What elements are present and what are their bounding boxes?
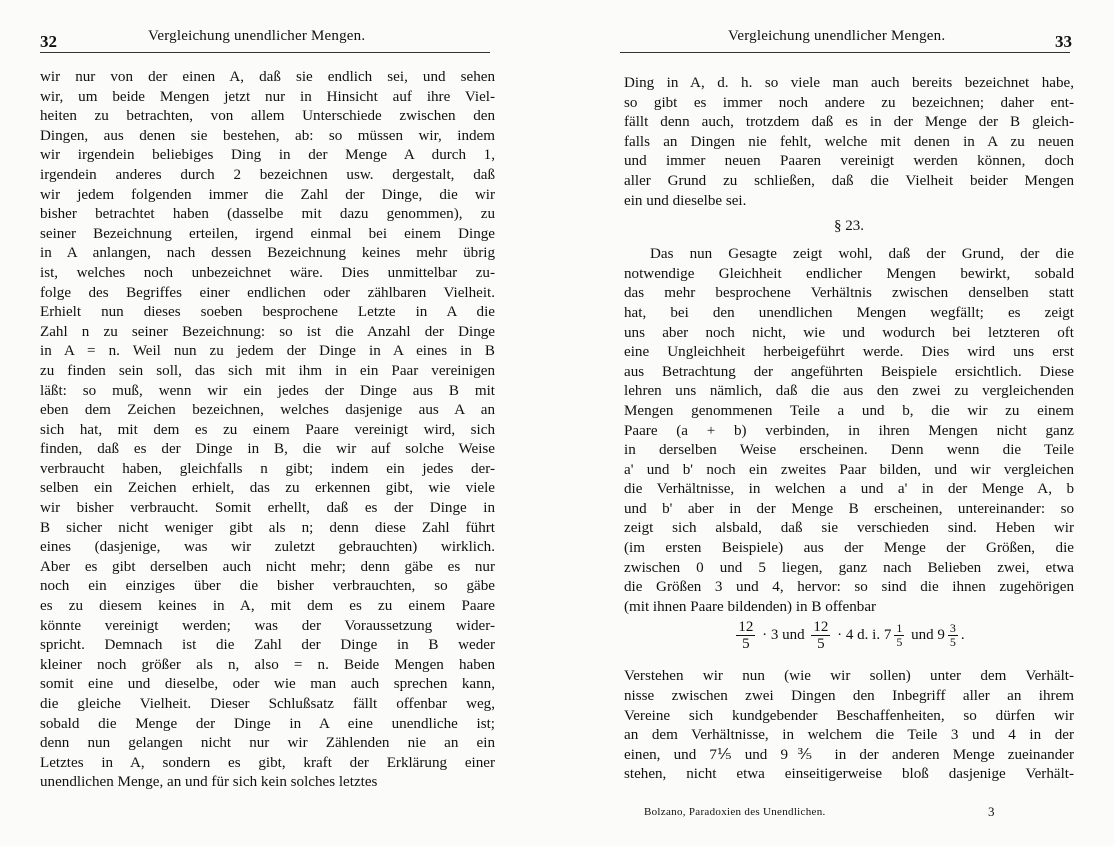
text-line: wir, um beide Mengen jetzt nur in Hinsicht auf ihre Viel- xyxy=(40,88,495,105)
text-line: es zu diesem keines in A, mit dem es zu einem Paare xyxy=(40,598,495,615)
text-line: a' und b' noch ein zweites Paar bilden, und wir vergleichen xyxy=(624,461,1074,478)
text-line: so gibt es immer noch andere zu bezeichnen; daher ent- xyxy=(624,94,1074,111)
text-line: und b' aber in der Menge B erscheinen, untereinander: so xyxy=(624,500,1074,517)
text-line: die gleiche Vielheit. Dieser Schlußsatz fällt offenbar weg, xyxy=(40,696,495,712)
text-line: wir irgendein beliebiges Ding in der Menge A durch 1, xyxy=(40,147,495,164)
text-line: folge des Begriffes einer endlichen oder zählbaren Vielheit. xyxy=(40,284,495,301)
text-line: das mehr besprochene Verhältnis zwischen denselben statt xyxy=(624,285,1074,302)
text-line: Ding in A, d. h. so viele man auch bereits bezeichnet habe, xyxy=(624,75,1074,91)
text-line: eines (dasjenige, was wir zuletzt gebrauchten) wirklich. xyxy=(40,539,495,556)
text-line: wir nur von der einen A, daß sie endlich sei, und sehen xyxy=(40,69,495,85)
text-line: Erhielt nun dieses soeben besprochene Letzte in A die xyxy=(40,304,495,321)
text-line: (im ersten Beispiele) aus der Menge der Größen, die xyxy=(624,540,1074,557)
text-line: Letztes in A, sondern es gibt, kraft der Erklärung einer xyxy=(40,754,495,771)
text-line: notwendige Gleichheit endlicher Mengen bewirkt, sobald xyxy=(624,265,1074,282)
footer-text: Bolzano, Paradoxien des Unendlichen. xyxy=(644,806,826,818)
left-body-text xyxy=(40,68,495,793)
right-body-text xyxy=(624,74,1074,785)
signature-mark: 3 xyxy=(988,804,995,819)
text-line: noch ein einziges über die bisher verbrauchten, so gäbe xyxy=(40,578,495,595)
formula-term-2: · 4 d. i. 7 xyxy=(837,627,892,644)
text-line: Mengen genommenen Teile a und b, die wir zu einem xyxy=(624,402,1074,419)
fraction-1-5: $\frac{1}{5}$ xyxy=(896,621,903,650)
right-page-header xyxy=(600,20,1100,50)
formula xyxy=(624,617,1074,667)
right-paragraph-2 xyxy=(624,245,1074,617)
fraction-3-5: $\frac{3}{5}$ xyxy=(949,621,956,650)
text-line: hat, bei den unendlichen Mengen wegfällt; es zeigt xyxy=(624,304,1074,321)
right-page-number: 33 xyxy=(1055,32,1072,51)
text-line: Zahl n zu seiner Bezeichnung: so ist die Anzahl der Dinge xyxy=(40,323,495,340)
text-line: in A = n. Weil nun zu jedem der Dinge in A eines in B xyxy=(40,343,495,360)
text-line: spricht. Demnach ist die Zahl der Dinge in B weder xyxy=(40,637,495,654)
text-line: selben ein Zeichen erhielt, das zu erkennen gibt, wie viele xyxy=(40,480,495,497)
text-line: Verstehen wir nun (wie wir sollen) unter dem Verhält- xyxy=(624,668,1074,685)
right-paragraph-1 xyxy=(624,74,1074,211)
text-line: irgendein anderes durch 2 bezeichnen usw. dergestalt, daß xyxy=(40,166,495,183)
text-line: finden, daß es der Dinge in B, die wir auf solche Weise xyxy=(40,441,495,458)
text-line: Vereine sich kundgebender Beschaffenheiten, so dürfen wir xyxy=(624,707,1074,724)
text-line: Dingen, aus denen sie bestehen, ab: so müssen wir, indem xyxy=(40,127,495,144)
right-header-rule xyxy=(620,52,1070,53)
text-line: aller Grund zu schließen, daß die Vielheit beider Mengen xyxy=(624,172,1074,189)
text-line: uns aber noch nicht, wie und wodurch bei letzteren oft xyxy=(624,324,1074,341)
text-line: an dem Verhältnisse, in welchem die Teile 3 und 4 in der xyxy=(624,727,1074,744)
text-line: zeigt sich alsbald, daß sie verschieden sind. Heben wir xyxy=(624,520,1074,537)
right-running-title: Vergleichung unendlicher Mengen. xyxy=(728,28,946,44)
formula-term-3: und 9 xyxy=(907,627,945,644)
left-page-number: 32 xyxy=(40,32,57,51)
text-line: (mit ihnen Paare bildenden) in B offenbar xyxy=(624,598,877,615)
formula-term-1: · 3 und xyxy=(762,627,805,644)
text-line: B sicher nicht weniger gibt als n; denn diese Zahl führt xyxy=(40,519,495,536)
text-line: fällt denn auch, trotzdem daß es in der Menge der B gleich- xyxy=(624,114,1074,131)
text-line: falls an Dingen nie fehlt, welche mit denen in A zu neuen xyxy=(624,133,1074,150)
left-page xyxy=(0,0,540,846)
left-running-title: Vergleichung unendlicher Mengen. xyxy=(148,28,366,44)
text-line: bisher betrachtet haben (dasselbe mit dazu genommen), zu xyxy=(40,206,495,223)
text-line: somit eine und dieselbe, oder wie man auch sprechen kann, xyxy=(40,676,495,693)
text-line: aus Betrachtung der angeführten Beispiele ersichtlich. Diese xyxy=(624,363,1074,380)
text-line: nisse zwischen zwei Dingen den Inbegriff aller an ihrem xyxy=(624,688,1074,705)
text-line: unendlichen Menge, an und für sich kein solches letztes xyxy=(40,774,378,791)
text-line: eben dem Zeichen bezeichnen, welches dasjenige aus A an xyxy=(40,402,495,419)
text-line: die Größen 3 und 4, hervor: so sind die ihnen zugehörigen xyxy=(624,579,1074,596)
text-line: verbraucht haben, gleichfalls n gibt; indem ein jedes der- xyxy=(40,460,495,477)
text-line: stehen, nicht etwa einseitigerweise bloß dasjenige Verhält- xyxy=(624,766,1074,783)
text-line: zu finden sein soll, das sich mit ihm in ein Paar vereinigen xyxy=(40,362,495,379)
text-line: in A anlangen, nach dessen Bezeichnung keines mehr übrig xyxy=(40,245,495,262)
left-header-rule xyxy=(40,52,490,53)
text-line: zwischen 0 und 5 liegen, ganz nach Belieben zwei, etwa xyxy=(624,559,1074,576)
right-paragraph-3 xyxy=(624,667,1074,785)
text-line: Das nun Gesagte zeigt wohl, daß der Grund, der die xyxy=(650,246,1074,263)
left-page-header xyxy=(0,20,540,50)
text-line: denn nun gelangen nicht nur wir Zählenden nie an ein xyxy=(40,735,495,752)
text-line: die Verhältnisse, in welchen a und a' in der Menge A, b xyxy=(624,481,1074,498)
text-line: und immer neuen Paaren vereinigt werden können, doch xyxy=(624,153,1074,170)
formula-end: . xyxy=(960,627,965,644)
text-line: lehren uns nämlich, daß die aus den zwei zu vergleichenden xyxy=(624,383,1074,400)
text-line: läßt: so muß, wenn wir ein jedes der Dinge aus B mit xyxy=(40,382,495,399)
text-line: Paare (a + b) verbinden, in ihren Mengen nicht ganz xyxy=(624,422,1074,439)
text-line: in derselben Weise erscheinen. Denn wenn die Teile xyxy=(624,442,1074,459)
text-line: wir bisher verbraucht. Somit erhellt, daß es der Dinge in xyxy=(40,500,495,517)
text-line: wir jedem folgenden immer die Zahl der Dinge, die wir xyxy=(40,186,495,203)
text-line: sobald die Menge der Dinge in A eine unendliche ist; xyxy=(40,715,495,732)
text-line: kleiner noch größer als n, also = n. Beide Mengen haben xyxy=(40,656,495,673)
text-line: seiner Bezeichnung erteilen, irgend einmal bei einem Dinge xyxy=(40,225,495,242)
fraction-12-5-a: $\frac{12}{5}$ xyxy=(738,619,754,653)
text-line: Aber es gibt derselben auch nicht mehr; denn gäbe es nur xyxy=(40,558,495,575)
text-line: könnte vereinigt werden; was der Voraussetzung wider- xyxy=(40,617,495,634)
text-line: ein und dieselbe sei. xyxy=(624,192,747,209)
text-line: heiten zu betrachten, von allem Unterschiede zwischen den xyxy=(40,108,495,125)
fraction-12-5-b: $\frac{12}{5}$ xyxy=(813,619,829,653)
text-line: eine Ungleichheit herbeigeführt werde. Dies wird uns erst xyxy=(624,344,1074,361)
right-page xyxy=(600,0,1100,846)
text-line: ist, welches noch unbezeichnet wäre. Dies unmittelbar zu- xyxy=(40,264,495,281)
text-line: sich hat, mit dem es zu einem Paare vereinigt wird, sich xyxy=(40,421,495,438)
section-heading: § 23. xyxy=(834,218,864,235)
text-line: einen, und 7⅕ und 9⅗ in der anderen Menge zueinander xyxy=(624,746,1074,763)
